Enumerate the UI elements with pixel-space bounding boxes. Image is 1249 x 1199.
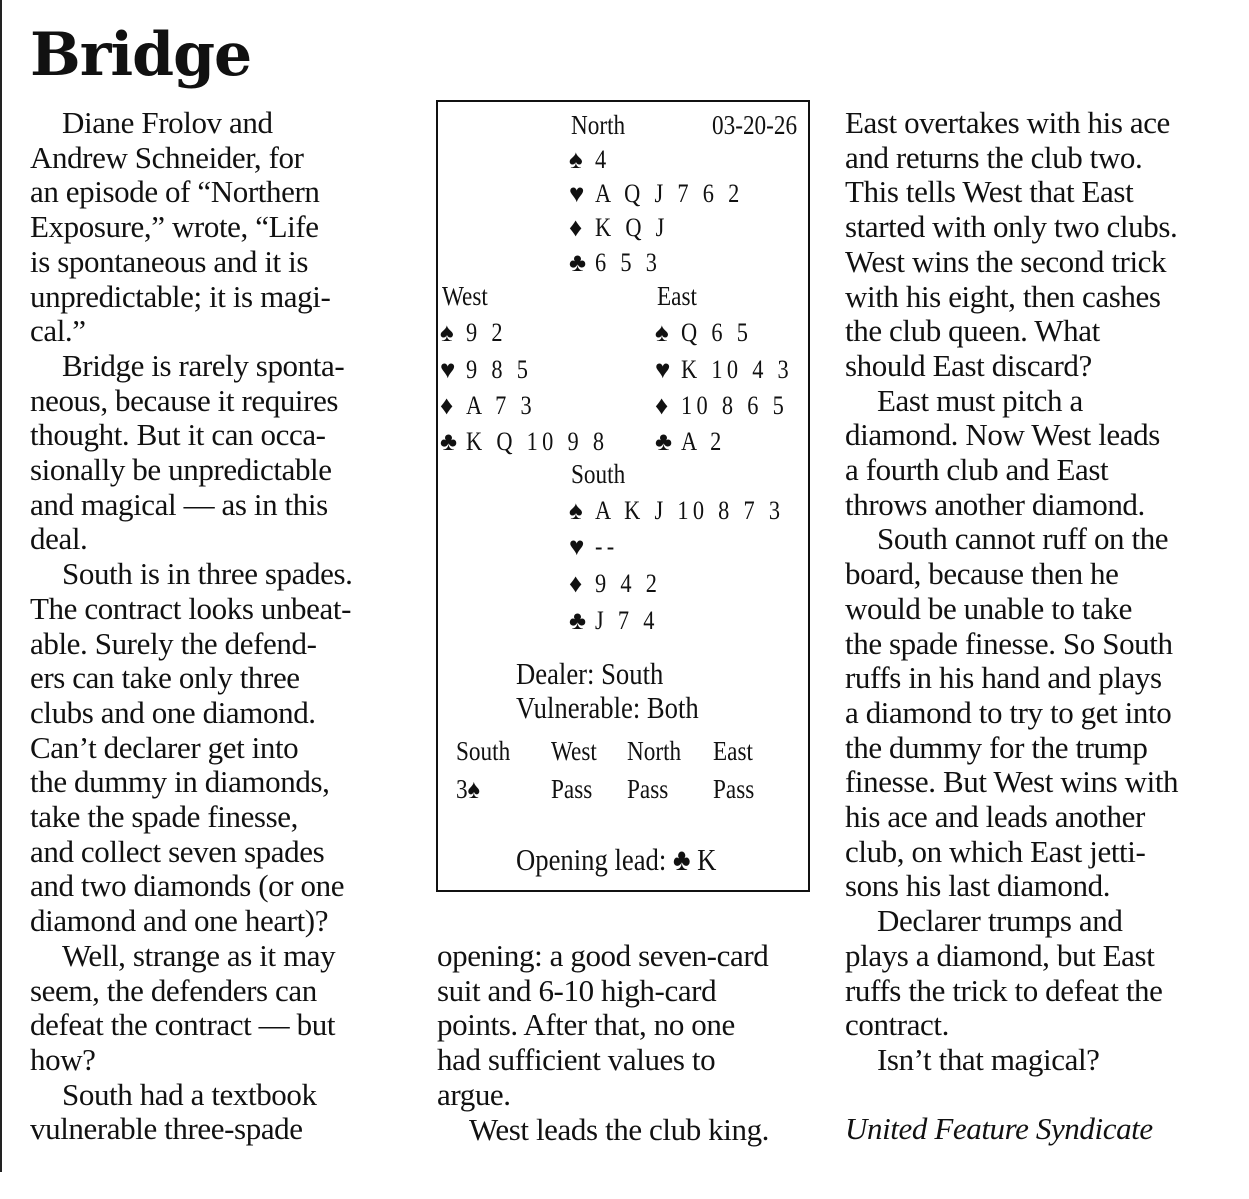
text-line: points. After that, no one bbox=[437, 1007, 735, 1043]
spade-icon: ♠ bbox=[655, 318, 669, 347]
text-line: unpredictable; it is magi- bbox=[30, 278, 331, 314]
text-line: the spade finesse. So South bbox=[845, 625, 1173, 661]
text-line: had sufficient values to bbox=[437, 1042, 716, 1078]
text-line: the dummy in diamonds, bbox=[30, 764, 330, 800]
text-line bbox=[845, 1078, 1178, 1113]
diamond-icon: ♦ bbox=[569, 569, 583, 598]
text-line: and magical — as in this bbox=[30, 486, 328, 522]
east-label: East bbox=[657, 281, 697, 311]
text-line: diamond. Now West leads bbox=[845, 417, 1160, 453]
text-line: sons his last diamond. bbox=[845, 868, 1111, 904]
article-column-1 bbox=[30, 106, 353, 1147]
club-icon: ♣ bbox=[569, 248, 587, 277]
auction-header-west: West bbox=[551, 736, 597, 766]
south-label: South bbox=[571, 459, 626, 489]
text-line: ruffs in his hand and plays bbox=[845, 660, 1162, 696]
spade-icon: ♠ bbox=[440, 318, 454, 347]
club-icon: ♣ bbox=[440, 427, 458, 456]
west-label: West bbox=[442, 281, 488, 311]
north-hearts: ♥ A Q J 7 6 2 bbox=[569, 179, 744, 208]
text-line: clubs and one diamond. bbox=[30, 694, 316, 730]
text-line: a fourth club and East bbox=[845, 452, 1109, 488]
text-line: Can’t declarer get into bbox=[30, 729, 299, 765]
text-line: finesse. But West wins with bbox=[845, 764, 1179, 800]
diamond-icon: ♦ bbox=[569, 213, 583, 242]
text-line: plays a diamond, but East bbox=[845, 937, 1155, 973]
text-line: take the spade finesse, bbox=[30, 799, 298, 835]
west-clubs: ♣ K Q 10 9 8 bbox=[440, 427, 609, 456]
heart-icon: ♥ bbox=[569, 179, 585, 208]
east-hearts: ♥ K 10 4 3 bbox=[655, 355, 794, 384]
vulnerability-info: Vulnerable: Both bbox=[516, 690, 699, 725]
auction-bid-west: Pass bbox=[551, 774, 593, 804]
north-clubs: ♣ 6 5 3 bbox=[569, 248, 662, 277]
text-line: South is in three spades. bbox=[62, 556, 353, 592]
bridge-deal-diagram bbox=[436, 100, 810, 892]
text-line: diamond and one heart)? bbox=[30, 903, 329, 939]
text-line: South had a textbook bbox=[62, 1076, 317, 1112]
text-line: Isn’t that magical? bbox=[877, 1041, 1100, 1077]
text-line: his ace and leads another bbox=[845, 799, 1145, 835]
diamond-icon: ♦ bbox=[440, 391, 454, 420]
text-line: Bridge is rarely sponta- bbox=[62, 347, 345, 383]
text-line: The contract looks unbeat- bbox=[30, 590, 352, 626]
east-spades: ♠ Q 6 5 bbox=[655, 318, 753, 347]
text-line: West leads the club king. bbox=[469, 1111, 770, 1147]
page-title: Bridge bbox=[30, 20, 252, 90]
north-label: North bbox=[571, 110, 626, 140]
auction-header-south: South bbox=[456, 736, 511, 766]
south-clubs: ♣ J 7 4 bbox=[569, 606, 659, 635]
text-line: cal.” bbox=[30, 313, 86, 349]
text-line: Exposure,” wrote, “Life bbox=[30, 209, 319, 245]
spade-icon: ♠ bbox=[569, 145, 583, 174]
text-line: club, on which East jetti- bbox=[845, 833, 1146, 869]
text-line: contract. bbox=[845, 1007, 949, 1043]
article-column-3 bbox=[845, 106, 1178, 1147]
text-line: vulnerable three-spade bbox=[30, 1111, 303, 1147]
text-line: an episode of “Northern bbox=[30, 174, 320, 210]
text-line: ruffs the trick to defeat the bbox=[845, 972, 1163, 1008]
heart-icon: ♥ bbox=[569, 532, 585, 561]
west-spades: ♠ 9 2 bbox=[440, 318, 507, 347]
column-rule bbox=[0, 0, 2, 1172]
spade-icon: ♠ bbox=[467, 774, 480, 804]
text-line: a diamond to try to get into bbox=[845, 694, 1172, 730]
text-line: opening: a good seven-card bbox=[437, 938, 769, 973]
text-line: started with only two clubs. bbox=[845, 209, 1178, 245]
text-line: board, because then he bbox=[845, 556, 1119, 592]
club-icon: ♣ bbox=[569, 606, 587, 635]
text-line: thought. But it can occa- bbox=[30, 417, 326, 453]
text-line: would be unable to take bbox=[845, 590, 1132, 626]
diamond-icon: ♦ bbox=[655, 391, 669, 420]
text-line: East overtakes with his ace bbox=[845, 105, 1170, 140]
text-line: ers can take only three bbox=[30, 660, 300, 696]
auction-bid-south: 3♠ bbox=[456, 774, 480, 804]
opening-lead: Opening lead: ♣ K bbox=[516, 842, 717, 877]
dealer-info: Dealer: South bbox=[516, 656, 664, 691]
south-diamonds: ♦ 9 4 2 bbox=[569, 569, 662, 598]
text-line: the club queen. What bbox=[845, 313, 1100, 349]
auction-header-north: North bbox=[627, 736, 682, 766]
spade-icon: ♠ bbox=[569, 496, 583, 525]
text-line: the dummy for the trump bbox=[845, 729, 1148, 765]
text-line: Declarer trumps and bbox=[877, 903, 1123, 939]
text-line: and collect seven spades bbox=[30, 833, 325, 869]
text-line: is spontaneous and it is bbox=[30, 243, 308, 279]
text-line: East must pitch a bbox=[877, 382, 1083, 418]
east-clubs: ♣ A 2 bbox=[655, 427, 726, 456]
text-line: and returns the club two. bbox=[845, 139, 1143, 175]
text-line: Diane Frolov and bbox=[62, 105, 273, 140]
heart-icon: ♥ bbox=[655, 355, 671, 384]
text-line: neous, because it requires bbox=[30, 382, 339, 418]
text-line: how? bbox=[30, 1041, 96, 1077]
text-line: with his eight, then cashes bbox=[845, 278, 1161, 314]
text-line: sionally be unpredictable bbox=[30, 452, 332, 488]
east-diamonds: ♦ 10 8 6 5 bbox=[655, 391, 789, 420]
heart-icon: ♥ bbox=[440, 355, 456, 384]
club-icon: ♣ bbox=[672, 842, 691, 877]
text-line: Well, strange as it may bbox=[62, 937, 336, 973]
south-hearts: ♥ -- bbox=[569, 532, 619, 561]
auction-bid-north: Pass bbox=[627, 774, 669, 804]
text-line: and two diamonds (or one bbox=[30, 868, 345, 904]
byline: United Feature Syndicate bbox=[845, 1111, 1153, 1147]
text-line: deal. bbox=[30, 521, 88, 557]
north-spades: ♠ 4 bbox=[569, 145, 611, 174]
text-line: able. Surely the defend- bbox=[30, 625, 317, 661]
text-line: defeat the contract — but bbox=[30, 1007, 336, 1043]
auction-header-east: East bbox=[713, 736, 753, 766]
text-line: South cannot ruff on the bbox=[877, 521, 1169, 557]
deal-date: 03-20-26 bbox=[712, 110, 798, 140]
article-column-2 bbox=[437, 939, 769, 1147]
auction-bid-east: Pass bbox=[713, 774, 755, 804]
west-diamonds: ♦ A 7 3 bbox=[440, 391, 536, 420]
text-line: seem, the defenders can bbox=[30, 972, 317, 1008]
text-line: should East discard? bbox=[845, 347, 1092, 383]
text-line: argue. bbox=[437, 1076, 511, 1112]
text-line: suit and 6-10 high-card bbox=[437, 972, 717, 1008]
text-line: West wins the second trick bbox=[845, 243, 1167, 279]
north-diamonds: ♦ K Q J bbox=[569, 213, 669, 242]
text-line: throws another diamond. bbox=[845, 486, 1145, 522]
text-line: Andrew Schneider, for bbox=[30, 139, 304, 175]
club-icon: ♣ bbox=[655, 427, 673, 456]
text-line: This tells West that East bbox=[845, 174, 1134, 210]
west-hearts: ♥ 9 8 5 bbox=[440, 355, 533, 384]
south-spades: ♠ A K J 10 8 7 3 bbox=[569, 496, 785, 525]
